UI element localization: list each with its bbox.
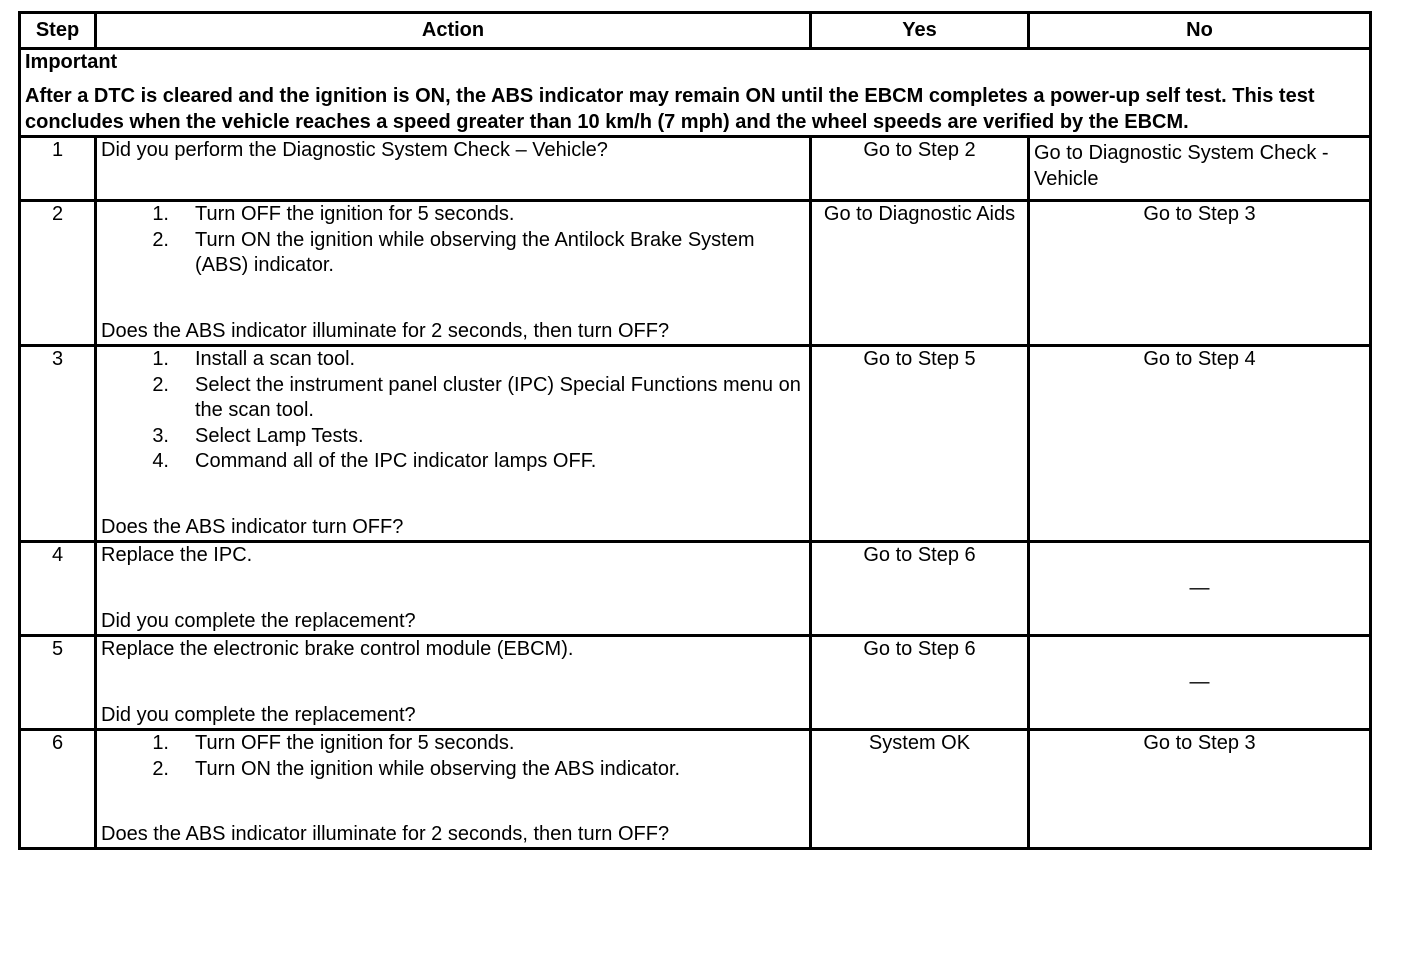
action-cell bbox=[96, 137, 811, 201]
action-question: Does the ABS indicator illuminate for 2 seconds, then turn OFF? bbox=[101, 822, 670, 845]
list-item bbox=[101, 347, 805, 373]
step-number: 4 bbox=[20, 542, 96, 636]
no-cell: Go to Step 3 bbox=[1029, 201, 1371, 346]
substep-text: Install a scan tool. bbox=[195, 348, 356, 370]
substep-text: Turn OFF the ignition for 5 seconds. bbox=[195, 732, 515, 754]
header-step: Step bbox=[20, 13, 96, 49]
step-number: 3 bbox=[20, 346, 96, 542]
substep-number: 2. bbox=[152, 373, 169, 396]
yes-cell: Go to Step 6 bbox=[811, 636, 1029, 730]
table-row bbox=[20, 346, 1371, 542]
important-text: After a DTC is cleared and the ignition is ON, the ABS indicator may remain ON until the EBCM completes a power-up self test. This test concludes when the vehicle reaches a speed greater than 10 km/h (7 mph) and the wheel speeds are verified by the EBCM. bbox=[25, 85, 1315, 133]
no-cell: Go to Step 3 bbox=[1029, 730, 1371, 849]
yes-cell: Go to Step 5 bbox=[811, 346, 1029, 542]
important-row bbox=[20, 49, 1371, 137]
step-number: 6 bbox=[20, 730, 96, 849]
substep-text: Select the instrument panel cluster (IPC) Special Functions menu on the scan tool. bbox=[195, 373, 801, 421]
step-number: 2 bbox=[20, 201, 96, 346]
substep-text: Command all of the IPC indicator lamps OFF. bbox=[195, 450, 597, 472]
yes-cell: Go to Step 2 bbox=[811, 137, 1029, 201]
substep-number: 2. bbox=[152, 228, 169, 251]
action-cell bbox=[96, 201, 811, 346]
step-number: 5 bbox=[20, 636, 96, 730]
important-note bbox=[20, 49, 1371, 137]
action-cell bbox=[96, 730, 811, 849]
table-row bbox=[20, 201, 1371, 346]
list-item bbox=[101, 202, 805, 228]
action-intro: Did you perform the Diagnostic System Check – Vehicle? bbox=[101, 139, 608, 161]
list-item bbox=[101, 449, 805, 475]
no-cell: — bbox=[1029, 542, 1371, 636]
list-item bbox=[101, 228, 805, 279]
action-question: Does the ABS indicator turn OFF? bbox=[101, 515, 404, 538]
header-no: No bbox=[1029, 13, 1371, 49]
action-cell bbox=[96, 346, 811, 542]
diagnostic-table bbox=[18, 11, 1372, 850]
table-row bbox=[20, 542, 1371, 636]
substep-list bbox=[101, 347, 805, 475]
substep-number: 3. bbox=[152, 424, 169, 447]
action-intro: Replace the electronic brake control module (EBCM). bbox=[101, 638, 574, 660]
substep-text: Turn ON the ignition while observing the Antilock Brake System (ABS) indicator. bbox=[195, 228, 755, 276]
table-row bbox=[20, 636, 1371, 730]
substep-text: Turn ON the ignition while observing the ABS indicator. bbox=[195, 757, 681, 780]
list-item bbox=[101, 373, 805, 424]
substep-list bbox=[101, 202, 805, 279]
no-cell: Go to Step 4 bbox=[1029, 346, 1371, 542]
action-question: Did you complete the replacement? bbox=[101, 703, 416, 726]
no-cell: — bbox=[1029, 636, 1371, 730]
table-row bbox=[20, 137, 1371, 201]
no-cell: Go to Diagnostic System Check - Vehicle bbox=[1029, 137, 1371, 201]
substep-text: Select Lamp Tests. bbox=[195, 424, 364, 447]
action-question: Did you complete the replacement? bbox=[101, 609, 416, 632]
action-intro: Replace the IPC. bbox=[101, 544, 253, 566]
substep-number: 1. bbox=[152, 203, 169, 225]
substep-number: 1. bbox=[152, 732, 169, 754]
header-row bbox=[20, 13, 1371, 49]
list-item bbox=[101, 757, 805, 783]
yes-cell: Go to Diagnostic Aids bbox=[811, 201, 1029, 346]
substep-number: 4. bbox=[152, 450, 169, 472]
step-number: 1 bbox=[20, 137, 96, 201]
action-cell bbox=[96, 542, 811, 636]
list-item bbox=[101, 424, 805, 450]
header-action: Action bbox=[96, 13, 811, 49]
substep-list bbox=[101, 731, 805, 782]
yes-cell: System OK bbox=[811, 730, 1029, 849]
yes-cell: Go to Step 6 bbox=[811, 542, 1029, 636]
substep-number: 1. bbox=[152, 348, 169, 370]
important-title: Important bbox=[25, 51, 118, 73]
substep-text: Turn OFF the ignition for 5 seconds. bbox=[195, 203, 515, 225]
action-question: Does the ABS indicator illuminate for 2 seconds, then turn OFF? bbox=[101, 319, 670, 342]
list-item bbox=[101, 731, 805, 757]
action-cell bbox=[96, 636, 811, 730]
substep-number: 2. bbox=[152, 757, 169, 780]
table-row bbox=[20, 730, 1371, 849]
header-yes: Yes bbox=[811, 13, 1029, 49]
